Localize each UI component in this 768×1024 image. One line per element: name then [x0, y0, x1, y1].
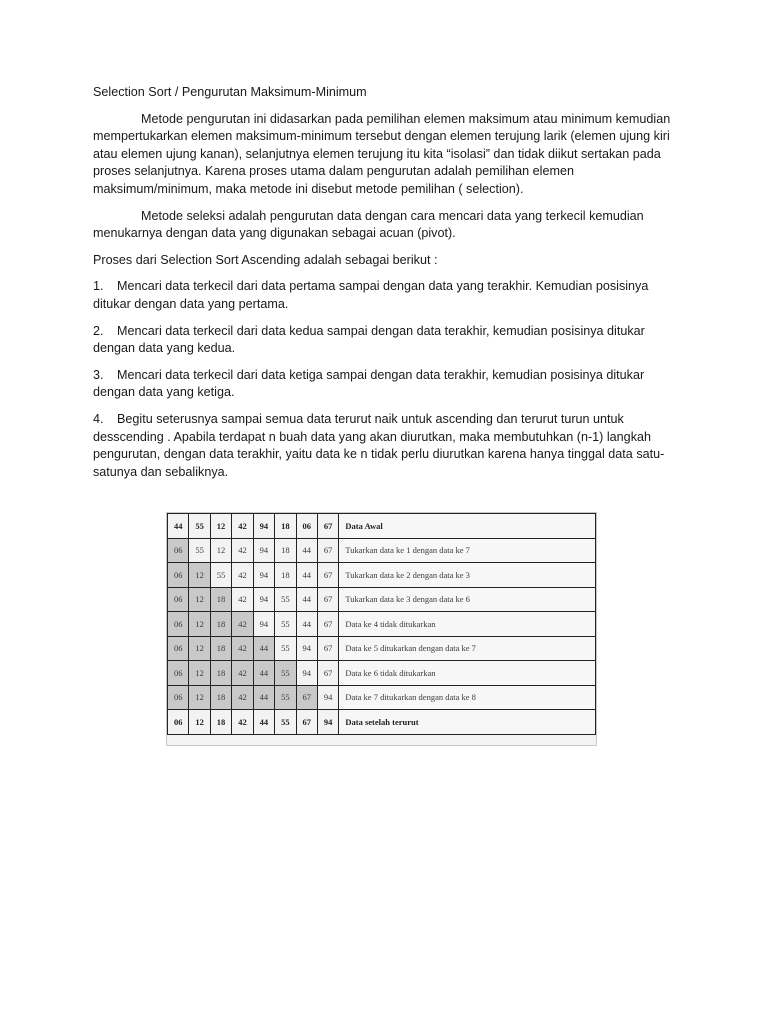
table-cell-value: 94 [253, 514, 274, 539]
table-cell-value: 44 [253, 661, 274, 686]
table-cell-value: 12 [189, 587, 210, 612]
table-cell-value: 94 [317, 710, 338, 735]
table-row [168, 612, 596, 637]
table-cell-value: 18 [275, 514, 296, 539]
table-cell-value: 55 [275, 710, 296, 735]
table-cell-description: Tukarkan data ke 2 dengan data ke 3 [339, 563, 596, 588]
table-cell-value: 67 [317, 636, 338, 661]
table-cell-value: 18 [275, 563, 296, 588]
table-cell-description: Data ke 6 tidak ditukarkan [339, 661, 596, 686]
table-cell-value: 94 [253, 538, 274, 563]
list-item-number: 3. [93, 367, 104, 382]
table-cell-value: 67 [317, 538, 338, 563]
table-row [168, 685, 596, 710]
table-cell-value: 42 [232, 636, 253, 661]
table-cell-description: Data ke 4 tidak ditukarkan [339, 612, 596, 637]
list-item-number: 1. [93, 279, 104, 294]
table-row [168, 563, 596, 588]
table-cell-value: 42 [232, 514, 253, 539]
table-cell-value: 44 [168, 514, 189, 539]
table-row [168, 587, 596, 612]
table-cell-value: 94 [253, 612, 274, 637]
table-cell-description: Data ke 5 ditukarkan dengan data ke 7 [339, 636, 596, 661]
list-item-text: Mencari data terkecil dari data pertama sampai dengan data yang terakhir. Kemudian posisinya ditukar dengan data yang pertama. [93, 279, 649, 311]
table-cell-value: 18 [210, 587, 231, 612]
table-cell-value: 55 [275, 587, 296, 612]
table-cell-value: 06 [168, 661, 189, 686]
table-cell-value: 55 [275, 661, 296, 686]
table-cell-value: 42 [232, 661, 253, 686]
table-cell-value: 94 [317, 685, 338, 710]
table-cell-value: 44 [296, 587, 317, 612]
table-cell-value: 55 [275, 636, 296, 661]
table-cell-value: 44 [296, 612, 317, 637]
table-cell-description: Tukarkan data ke 1 dengan data ke 7 [339, 538, 596, 563]
table-cell-value: 94 [253, 563, 274, 588]
table-cell-value: 94 [253, 587, 274, 612]
table-cell-value: 12 [210, 538, 231, 563]
table-cell-value: 12 [189, 636, 210, 661]
document-title: Selection Sort / Pengurutan Maksimum-Minimum [93, 85, 367, 99]
list-item-text: Mencari data terkecil dari data ketiga sampai dengan data terakhir, kemudian posisinya ditukar dengan data yang ketiga. [93, 367, 645, 400]
selection-sort-table-image [166, 512, 597, 746]
table-cell-value: 18 [275, 538, 296, 563]
table-cell-value: 55 [189, 514, 210, 539]
table-cell-value: 06 [168, 636, 189, 661]
table-cell-value: 42 [232, 563, 253, 588]
table-cell-value: 06 [168, 710, 189, 735]
table-cell-value: 18 [210, 636, 231, 661]
table-cell-description: Data Awal [339, 514, 596, 539]
table-cell-value: 67 [317, 612, 338, 637]
process-intro: Proses dari Selection Sort Ascending adalah sebagai berikut : [93, 252, 438, 267]
table-row [168, 710, 596, 735]
table-cell-value: 42 [232, 710, 253, 735]
table-cell-value: 44 [253, 710, 274, 735]
table-cell-value: 12 [189, 612, 210, 637]
table-cell-value: 42 [232, 685, 253, 710]
table-cell-value: 67 [317, 587, 338, 612]
table-cell-value: 55 [210, 563, 231, 588]
table-cell-value: 12 [189, 563, 210, 588]
table-cell-value: 55 [275, 685, 296, 710]
table-cell-value: 12 [210, 514, 231, 539]
paragraph-selection-method: Metode seleksi adalah pengurutan data dengan cara mencari data yang terkecil kemudian menukarnya dengan data yang digunakan sebagai acuan (pivot). [93, 208, 644, 241]
table-row [168, 538, 596, 563]
table-cell-value: 55 [275, 612, 296, 637]
table-cell-description: Data ke 7 ditukarkan dengan data ke 8 [339, 685, 596, 710]
table-row [168, 514, 596, 539]
table-cell-value: 06 [168, 563, 189, 588]
table-cell-value: 12 [189, 685, 210, 710]
table-cell-description: Data setelah terurut [339, 710, 596, 735]
table-cell-value: 67 [317, 661, 338, 686]
table-cell-value: 42 [232, 538, 253, 563]
table-cell-value: 44 [296, 538, 317, 563]
table-cell-value: 94 [296, 661, 317, 686]
table-cell-value: 12 [189, 661, 210, 686]
selection-sort-table [167, 513, 596, 735]
table-cell-value: 67 [317, 514, 338, 539]
table-cell-value: 67 [317, 563, 338, 588]
table-cell-value: 06 [168, 685, 189, 710]
table-cell-value: 06 [168, 587, 189, 612]
table-cell-value: 18 [210, 612, 231, 637]
table-row [168, 636, 596, 661]
table-cell-value: 67 [296, 710, 317, 735]
table-cell-description: Tukarkan data ke 3 dengan data ke 6 [339, 587, 596, 612]
table-cell-value: 06 [168, 538, 189, 563]
table-cell-value: 06 [168, 612, 189, 637]
list-item [93, 367, 683, 402]
table-row [168, 661, 596, 686]
table-cell-value: 67 [296, 685, 317, 710]
table-cell-value: 42 [232, 587, 253, 612]
paragraph-definition: Metode pengurutan ini didasarkan pada pemilihan elemen maksimum atau minimum kemudian mempertukarkan elemen maksimum-minimum tersebut dengan elemen terujung larik (elemen ujung kiri atau elemen ujung kanan), selanjutnya elemen terujung itu kita “isolasi” dan tidak diikut sertakan pada proses selanjutnya. Karena proses utama dalam pengurutan adalah pemilihan elemen maksimum/minimum, maka metode ini disebut metode pemilihan ( selection). [93, 111, 671, 196]
list-item-text: Begitu seterusnya sampai semua data terurut naik untuk ascending dan terurut turun untuk desscending . Apabila terdapat n buah data yang akan diurutkan, maka membutuhkan (n-1) langkah pengurutan, dengan data terakhir, yaitu data ke n tidak perlu diurutkan karena hanya tinggal data satu-satunya dan sebaliknya. [93, 411, 665, 479]
table-cell-value: 12 [189, 710, 210, 735]
list-item-text: Mencari data terkecil dari data kedua sampai dengan data terakhir, kemudian posisinya ditukar dengan data yang kedua. [93, 323, 645, 356]
document-page [93, 84, 683, 490]
list-item [93, 323, 683, 358]
table-cell-value: 18 [210, 661, 231, 686]
list-item [93, 278, 683, 313]
table-cell-value: 42 [232, 612, 253, 637]
list-item-number: 2. [93, 323, 104, 338]
table-cell-value: 18 [210, 685, 231, 710]
table-cell-value: 06 [296, 514, 317, 539]
list-item-number: 4. [93, 411, 104, 426]
table-cell-value: 44 [296, 563, 317, 588]
table-cell-value: 94 [296, 636, 317, 661]
table-cell-value: 44 [253, 685, 274, 710]
list-item [93, 411, 683, 481]
table-cell-value: 18 [210, 710, 231, 735]
table-cell-value: 55 [189, 538, 210, 563]
table-cell-value: 44 [253, 636, 274, 661]
